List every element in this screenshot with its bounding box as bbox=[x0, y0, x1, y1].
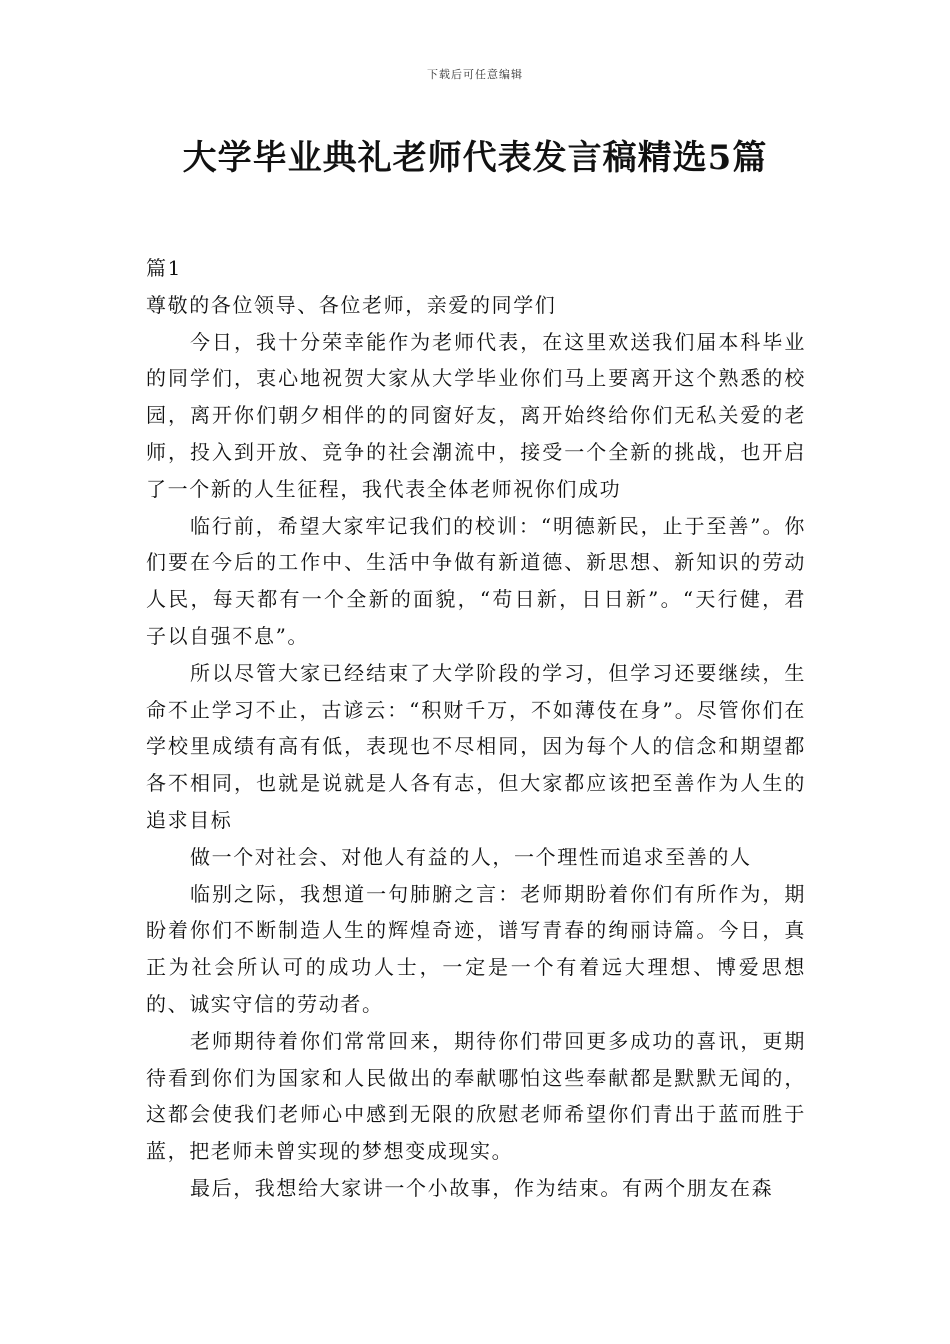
paragraph: 最后，我想给大家讲一个小故事，作为结束。有两个朋友在森 bbox=[190, 1175, 774, 1200]
paragraph: 做一个对社会、对他人有益的人，一个理性而追求至善的人 bbox=[190, 844, 752, 869]
paragraph: 临别之际，我想道一句肺腑之言：老师期盼着你们有所作为，期盼着你们不断制造人生的辉煌奇迹，谱写青春的绚丽诗篇。今日，真正为社会所认可的成功人士，一定是一个有着远大理想、博爱思想的、诚实守信的劳动者。 bbox=[146, 881, 806, 1016]
section-label: 篇1 bbox=[146, 256, 182, 280]
paragraph: 临行前，希望大家牢记我们的校训：“明德新民，止于至善”。你们要在今后的工作中、生活中争做有新道德、新思想、新知识的劳动人民，每天都有一个全新的面貌，“苟日新，日日新”。“天行健，君子以自强不息”。 bbox=[146, 513, 806, 648]
document-title: 大学毕业典礼老师代表发言稿精选5篇 bbox=[182, 138, 768, 178]
document-body bbox=[146, 250, 806, 1207]
paragraph: 今日，我十分荣幸能作为老师代表，在这里欢送我们届本科毕业的同学们，衷心地祝贺大家从大学毕业你们马上要离开这个熟悉的校园，离开你们朝夕相伴的的同窗好友，离开始终给你们无私关爱的老师，投入到开放、竞争的社会潮流中，接受一个全新的挑战，也开启了一个新的人生征程，我代表全体老师祝你们成功 bbox=[146, 329, 806, 501]
paragraph: 老师期待着你们常常回来，期待你们带回更多成功的喜讯，更期待看到你们为国家和人民做出的奉献哪怕这些奉献都是默默无闻的，这都会使我们老师心中感到无限的欣慰老师希望你们青出于蓝而胜于蓝，把老师未曾实现的梦想变成现实。 bbox=[146, 1028, 806, 1164]
paragraph: 所以尽管大家已经结束了大学阶段的学习，但学习还要继续，生命不止学习不止，古谚云：“积财千万，不如薄伎在身”。尽管你们在学校里成绩有高有低，表现也不尽相同，因为每个人的信念和期望都各不相同，也就是说就是人各有志，但大家都应该把至善作为人生的追求目标 bbox=[146, 660, 806, 832]
header-note: 下载后可任意编辑 bbox=[427, 68, 523, 81]
salutation: 尊敬的各位领导、各位老师，亲爱的同学们 bbox=[146, 292, 557, 317]
